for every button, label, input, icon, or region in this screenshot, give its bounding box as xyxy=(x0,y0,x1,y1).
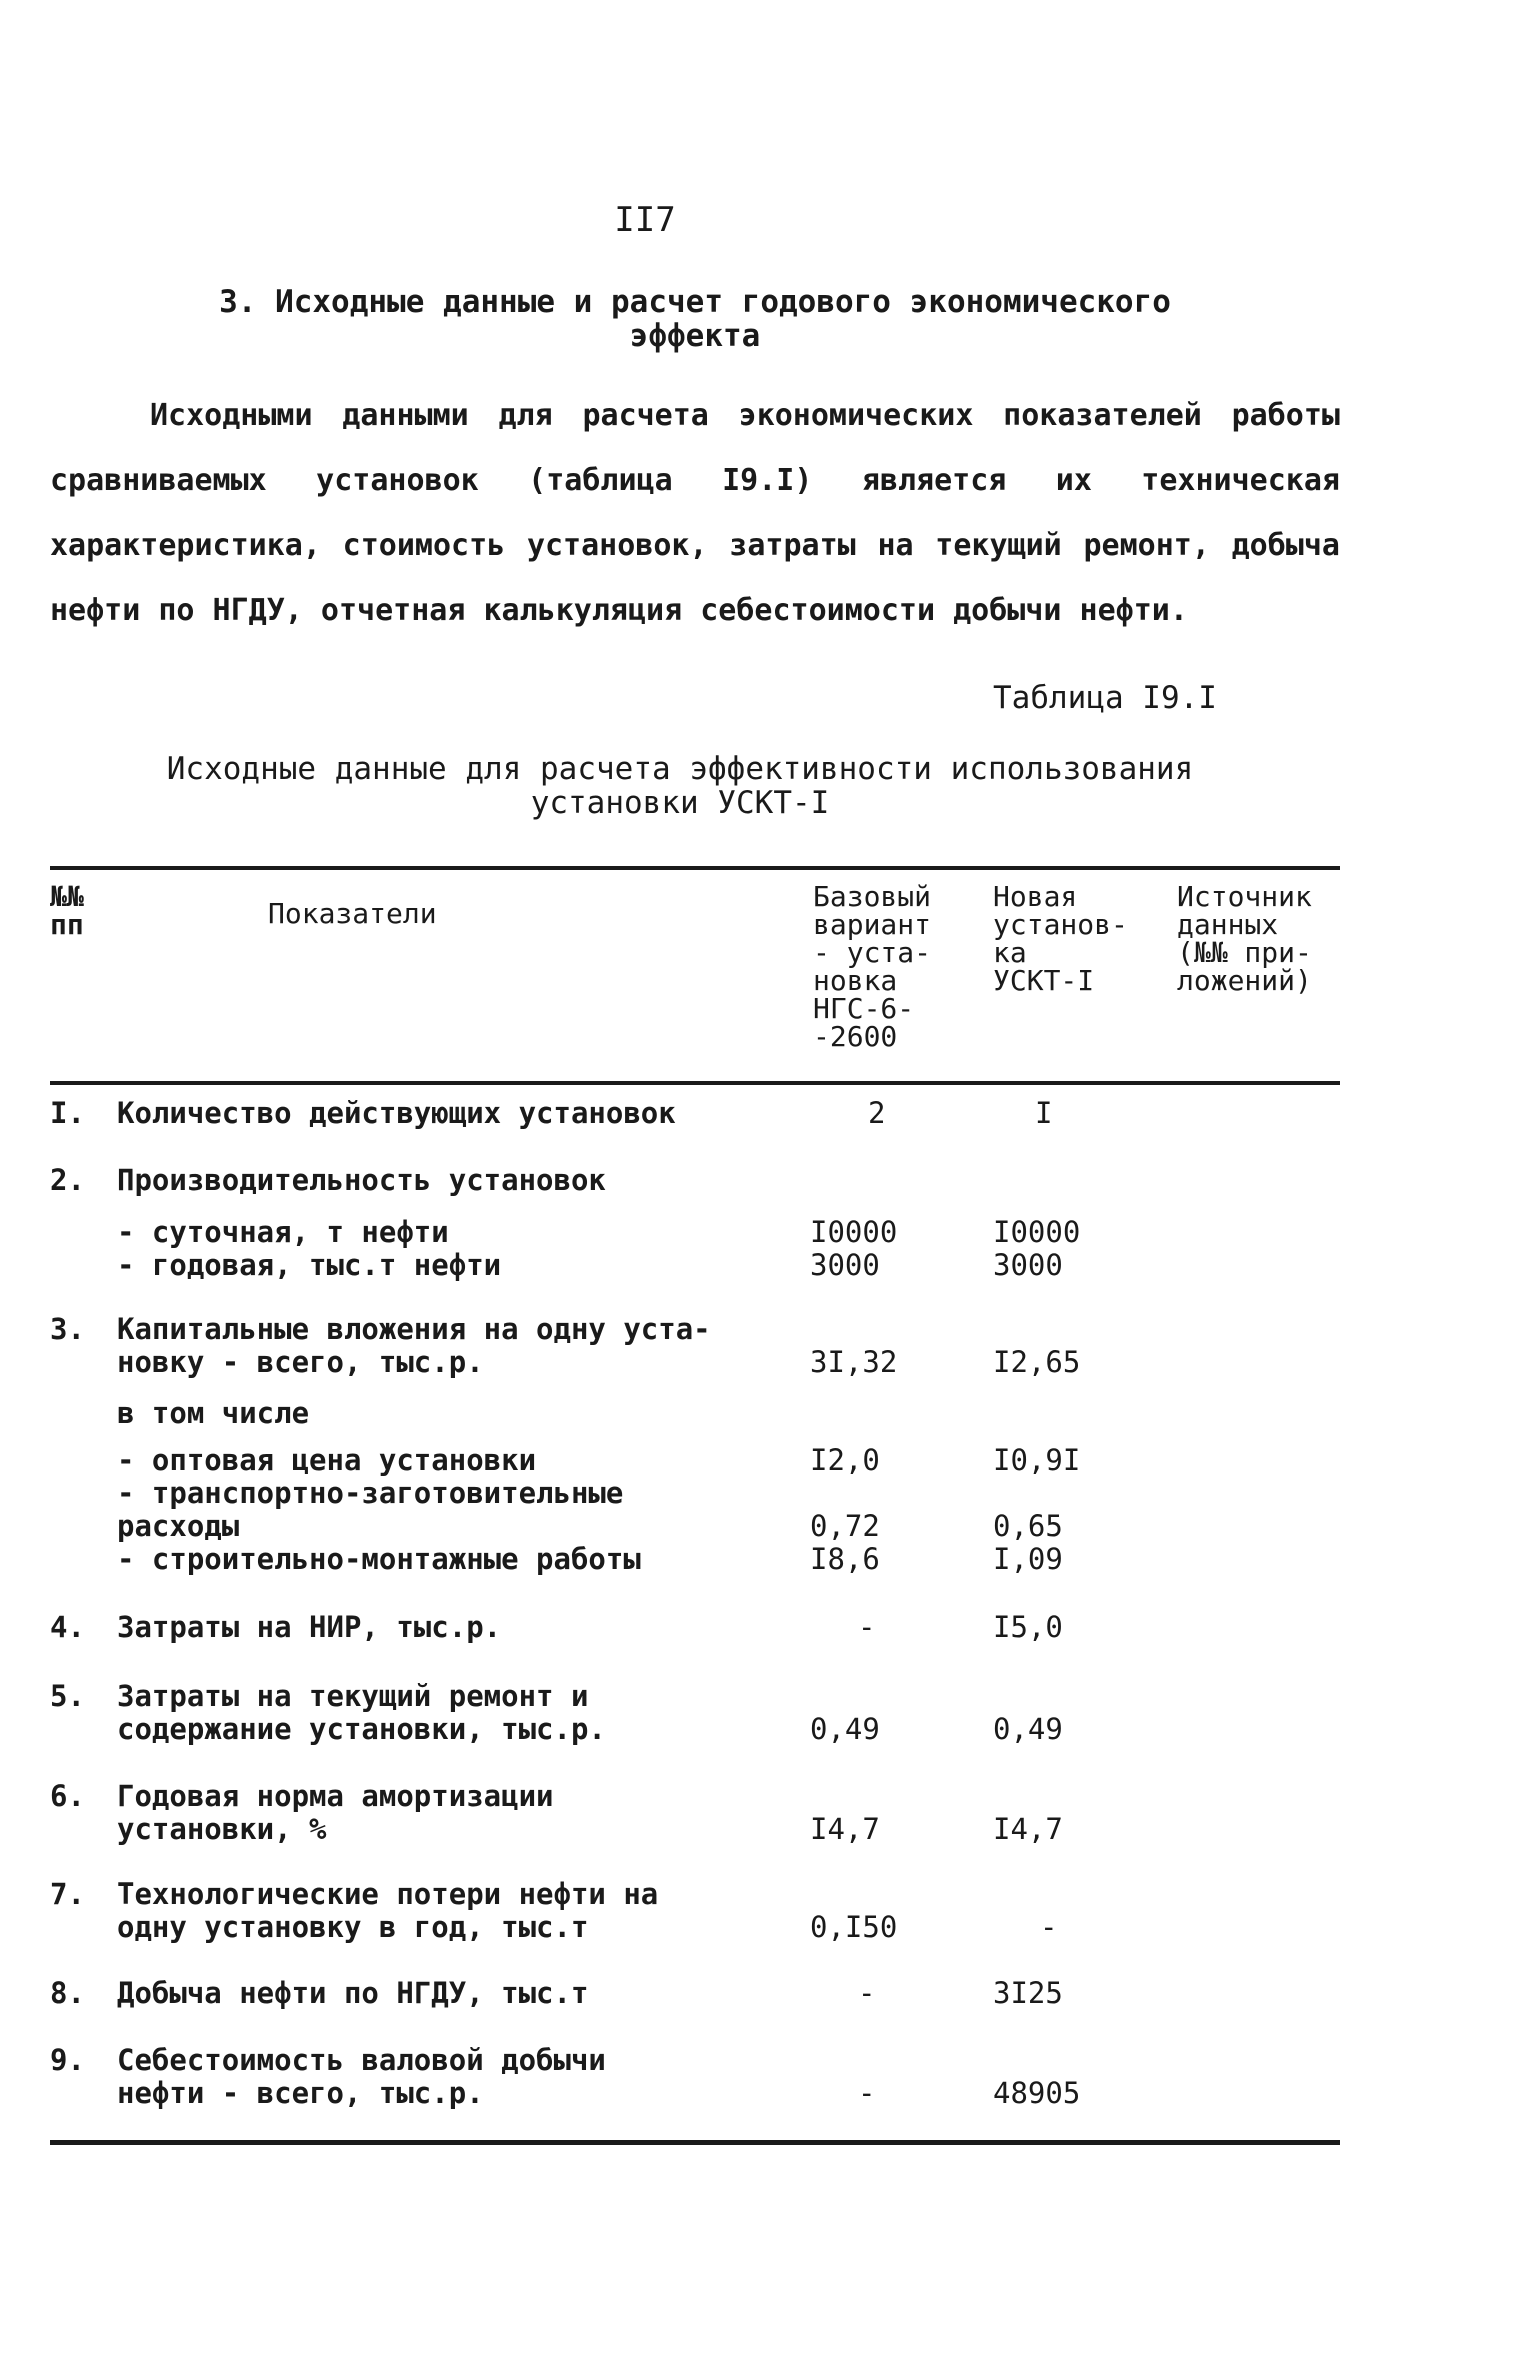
row-indicator: Добыча нефти по НГДУ, тыс.т xyxy=(117,1976,589,2010)
row-indicator: Затраты на текущий ремонт и содержание установки, тыс.р. xyxy=(117,1679,606,1746)
row-new-value: I5,0 xyxy=(993,1610,1063,1644)
row-indicator: Производительность установок xyxy=(117,1163,606,1197)
row-new-value: I0000 3000 xyxy=(993,1215,1081,1282)
row-number: 2. xyxy=(50,1163,85,1197)
row-new-value: 0,49 xyxy=(993,1712,1063,1746)
table-top-rule xyxy=(50,866,1340,870)
header-new-unit: Новая установ- ка УСКТ-I xyxy=(993,880,1128,997)
row-new-value: 3I25 xyxy=(993,1976,1063,2010)
header-number: №№ пп xyxy=(50,880,84,941)
row-new-value: - xyxy=(1040,1910,1058,1944)
section-heading: 3. Исходные данные и расчет годового экономического эффекта xyxy=(219,284,1171,354)
row-indicator: Себестоимость валовой добычи нефти - всего, тыс.р. xyxy=(117,2043,606,2110)
row-number: 6. xyxy=(50,1779,85,1813)
row-number: 3. xyxy=(50,1312,85,1346)
row-new-value: I2,65 xyxy=(993,1345,1081,1379)
row-number: 9. xyxy=(50,2043,85,2077)
row-base-value: I4,7 xyxy=(810,1812,880,1846)
row-indicator: Технологические потери нефти на одну установку в год, тыс.т xyxy=(117,1877,659,1944)
row-base-value: - xyxy=(858,2076,876,2110)
row-number: I. xyxy=(50,1096,85,1130)
row-new-value: I0,9I 0,65 I,09 xyxy=(993,1443,1081,1576)
row-indicator: Годовая норма амортизации установки, % xyxy=(117,1779,554,1846)
row-number: 7. xyxy=(50,1877,85,1911)
row-number: 8. xyxy=(50,1976,85,2010)
header-source: Источник данных (№№ при- ложений) xyxy=(1177,880,1312,997)
table-header-rule xyxy=(50,1081,1340,1085)
row-base-value: - xyxy=(858,1976,876,2010)
row-new-value: I4,7 xyxy=(993,1812,1063,1846)
table-bottom-rule xyxy=(50,2140,1340,2145)
row-indicator: Затраты на НИР, тыс.р. xyxy=(117,1610,502,1644)
row-base-value: 0,49 xyxy=(810,1712,880,1746)
intro-text: Исходными данными для расчета экономических показателей работы сравниваемых установок (таблица I9.I) является их техническая характеристика, стоимость установок, затраты на текущий ремонт, добыча нефти по НГДУ, отчетная калькуляция себестоимости добычи нефти. xyxy=(50,398,1340,628)
row-base-value: 0,I50 xyxy=(810,1910,898,1944)
row-new-value: I xyxy=(1035,1096,1053,1130)
header-indicators: Показатели xyxy=(268,897,437,930)
row-indicator: в том числе xyxy=(117,1396,310,1430)
row-base-value: I0000 3000 xyxy=(810,1215,898,1282)
page-number: II7 xyxy=(614,200,676,240)
table-caption: Исходные данные для расчета эффективности использования установки УСКТ-I xyxy=(166,751,1194,821)
row-indicator: - суточная, т нефти - годовая, тыс.т нефти xyxy=(117,1215,502,1282)
header-base-variant: Базовый вариант - уста- новка НГС-6- -2600 xyxy=(813,880,932,1053)
row-indicator: Количество действующих установок xyxy=(117,1096,676,1130)
row-base-value: 2 xyxy=(868,1096,886,1130)
row-base-value: I2,0 0,72 I8,6 xyxy=(810,1443,880,1576)
row-new-value: 48905 xyxy=(993,2076,1081,2110)
row-number: 4. xyxy=(50,1610,85,1644)
row-base-value: 3I,32 xyxy=(810,1345,898,1379)
table-label: Таблица I9.I xyxy=(993,680,1217,716)
row-indicator: - оптовая цена установки - транспортно-заготовительные расходы - строительно-монтажные работы xyxy=(117,1443,641,1576)
intro-paragraph xyxy=(50,383,1340,643)
row-base-value: - xyxy=(858,1610,876,1644)
row-number: 5. xyxy=(50,1679,85,1713)
row-indicator: Капитальные вложения на одну уста- новку - всего, тыс.р. xyxy=(117,1312,711,1379)
